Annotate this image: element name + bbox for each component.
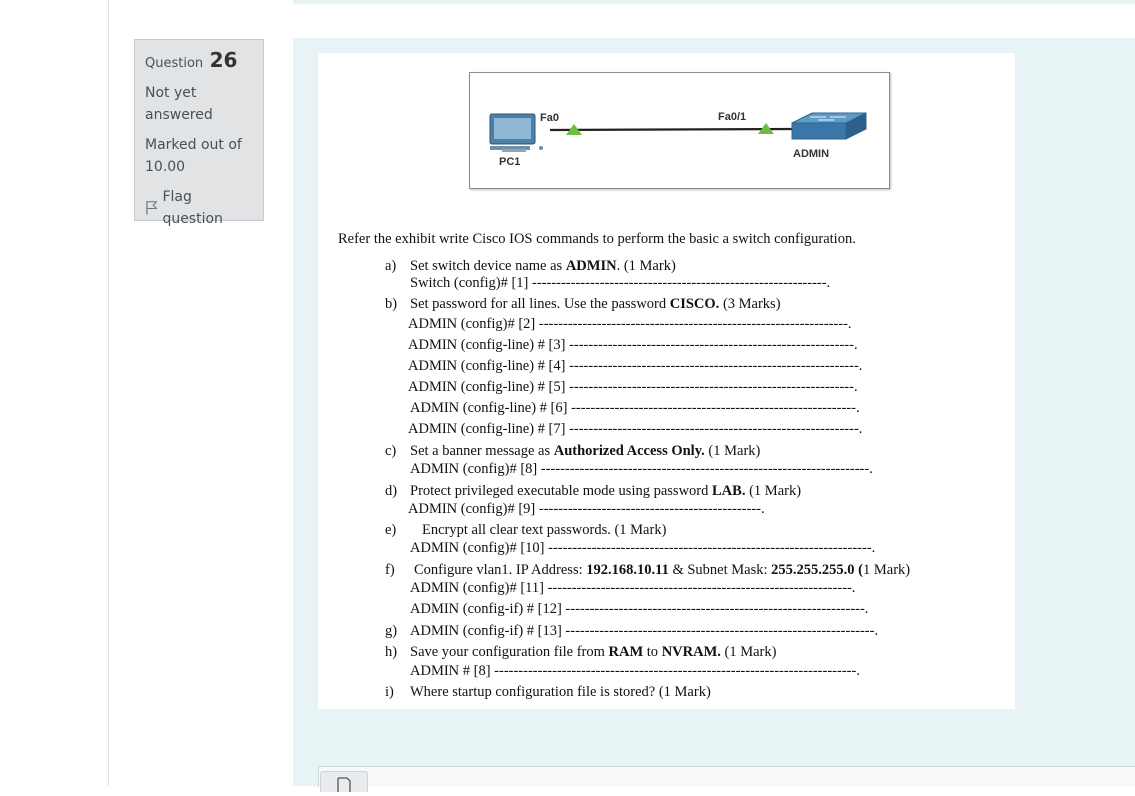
blank-4: ADMIN (config-line) # [4] ------------------------------------------------------------. bbox=[408, 358, 863, 374]
item-i-text: Where startup configuration file is stored? (1 Mark) bbox=[410, 684, 711, 700]
item-h-bold-nvram: NVRAM. bbox=[661, 644, 721, 660]
item-b-post: (3 Marks) bbox=[719, 296, 781, 312]
question-image bbox=[318, 53, 1015, 709]
left-divider bbox=[108, 0, 109, 786]
switch-port-label: Fa0/1 bbox=[718, 111, 747, 123]
network-diagram bbox=[470, 73, 889, 188]
question-content-panel bbox=[293, 38, 1135, 786]
item-d-marker: d) bbox=[385, 483, 398, 499]
blank-5: ADMIN (config-line) # [5] -----------------------------------------------------------. bbox=[408, 379, 858, 395]
item-a-marker: a) bbox=[385, 258, 397, 274]
item-d-pre: Protect privileged executable mode using password bbox=[410, 483, 713, 499]
previous-question-panel bbox=[293, 0, 1135, 4]
blank-8-save: ADMIN # [8] ---------------------------------------------------------------------------. bbox=[410, 663, 860, 679]
item-b-bold: CISCO. bbox=[669, 296, 720, 312]
item-a-bold: ADMIN bbox=[565, 258, 617, 274]
blank-7: ADMIN (config-line) # [7] ------------------------------------------------------------. bbox=[408, 421, 863, 437]
item-f-mid: & Subnet Mask: bbox=[668, 562, 772, 578]
document-icon bbox=[321, 772, 367, 792]
item-i-marker: i) bbox=[385, 684, 394, 700]
editor-toolbar-button[interactable] bbox=[320, 771, 368, 792]
item-b-pre: Set password for all lines. Use the password bbox=[410, 296, 670, 312]
question-label: Question bbox=[145, 56, 204, 71]
item-h-mid: to bbox=[643, 644, 662, 660]
item-b-text bbox=[410, 296, 781, 313]
blank-13: ADMIN (config-if) # [13] ----------------------------------------------------------------. bbox=[410, 623, 879, 639]
item-b-marker: b) bbox=[385, 296, 398, 312]
item-g-marker: g) bbox=[385, 623, 398, 639]
flag-question-label: Flag question bbox=[162, 189, 223, 227]
item-c-post: (1 Mark) bbox=[704, 443, 761, 459]
item-a-pre: Set switch device name as bbox=[410, 258, 566, 274]
blank-9: ADMIN (config)# [9] ----------------------------------------------. bbox=[408, 501, 765, 517]
item-c-marker: c) bbox=[385, 443, 397, 459]
question-number bbox=[145, 48, 253, 76]
network-exhibit bbox=[469, 72, 890, 189]
blank-1: Switch (config)# [1] -------------------------------------------------------------. bbox=[410, 275, 831, 291]
item-f-text bbox=[414, 562, 910, 579]
question-info-panel bbox=[134, 39, 264, 227]
flag-question-button[interactable] bbox=[145, 186, 253, 230]
blank-6: ADMIN (config-line) # [6] -----------------------------------------------------------. bbox=[410, 400, 860, 416]
switch-name-label: ADMIN bbox=[793, 148, 830, 160]
pc-port-label: Fa0 bbox=[540, 112, 559, 124]
blank-12: ADMIN (config-if) # [12] --------------------------------------------------------------. bbox=[410, 601, 869, 617]
blank-11: ADMIN (config)# [11] ---------------------------------------------------------------. bbox=[410, 580, 856, 596]
item-c-bold: Authorized Access Only. bbox=[553, 443, 705, 459]
item-f-ip: 192.168.10.11 bbox=[586, 562, 669, 578]
switch-icon bbox=[792, 113, 866, 139]
item-h-post: (1 Mark) bbox=[720, 644, 777, 660]
item-c-text bbox=[410, 443, 760, 460]
blank-8: ADMIN (config)# [8] --------------------------------------------------------------------. bbox=[410, 461, 873, 477]
blank-3: ADMIN (config-line) # [3] -----------------------------------------------------------. bbox=[408, 337, 858, 353]
item-h-bold-ram: RAM bbox=[608, 644, 644, 660]
blank-10: ADMIN (config)# [10] -------------------------------------------------------------------. bbox=[410, 540, 876, 556]
item-a-post: . (1 Mark) bbox=[616, 258, 676, 274]
item-a-text bbox=[410, 258, 676, 275]
item-h-text bbox=[410, 644, 776, 661]
flag-icon bbox=[145, 200, 158, 216]
item-f-post: 1 Mark) bbox=[862, 562, 911, 578]
pc-name-label: PC1 bbox=[499, 156, 521, 168]
item-e-marker: e) bbox=[385, 522, 397, 538]
question-grade: Marked out of 10.00 bbox=[145, 137, 242, 175]
pc-icon bbox=[490, 114, 543, 152]
item-f-mask: 255.255.255.0 ( bbox=[771, 562, 863, 578]
item-d-post: (1 Mark) bbox=[745, 483, 802, 499]
blank-2: ADMIN (config)# [2] ----------------------------------------------------------------. bbox=[408, 316, 852, 332]
answer-editor-toolbar bbox=[318, 766, 1135, 787]
item-h-pre: Save your configuration file from bbox=[410, 644, 609, 660]
item-h-marker: h) bbox=[385, 644, 398, 660]
item-d-text bbox=[410, 483, 801, 500]
item-d-bold: LAB. bbox=[712, 483, 746, 499]
item-f-pre: Configure vlan1. IP Address: bbox=[414, 562, 587, 578]
item-c-pre: Set a banner message as bbox=[410, 443, 554, 459]
item-e-text: Encrypt all clear text passwords. (1 Mark) bbox=[422, 522, 667, 538]
question-number-value: 26 bbox=[209, 48, 238, 72]
question-intro: Refer the exhibit write Cisco IOS commands to perform the basic a switch configuration. bbox=[338, 231, 856, 247]
question-state: Not yet answered bbox=[145, 85, 213, 123]
item-f-marker: f) bbox=[385, 562, 395, 578]
